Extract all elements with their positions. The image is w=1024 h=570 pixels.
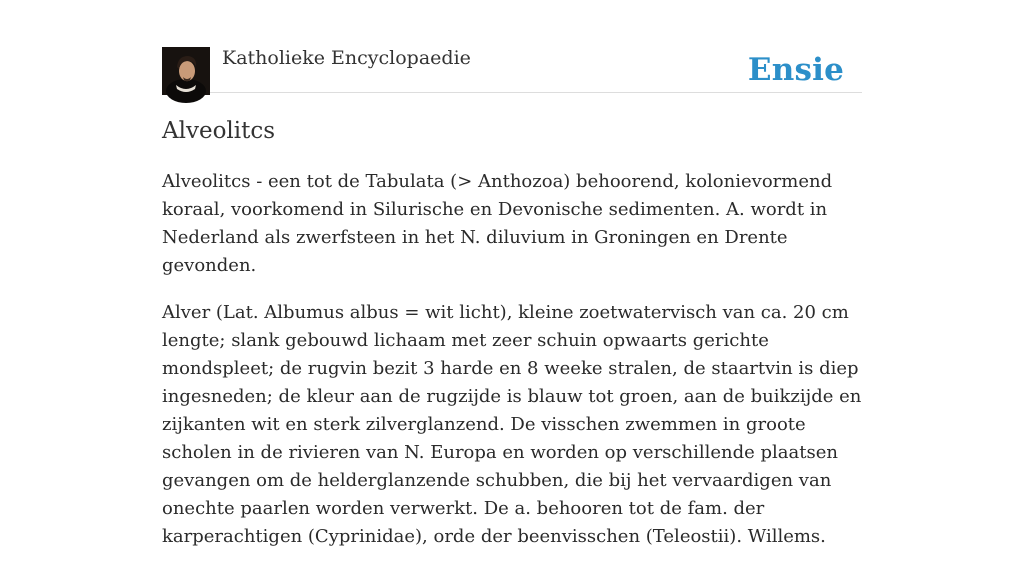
portrait-icon[interactable] bbox=[162, 47, 210, 95]
page-title: Alveolitcs bbox=[162, 118, 276, 144]
article-paragraph: Alveolitcs - een tot de Tabulata (> Anthozoa) behoorend, kolonievormend koraal, voorkomend in Silurische en Devonische sedimenten. A. wordt in Nederland als zwerfsteen in het N. diluvium in Groningen en Drente gevonden. bbox=[162, 171, 833, 276]
article-body bbox=[162, 168, 862, 570]
brand-logo[interactable]: Ensie bbox=[747, 52, 844, 88]
site-header bbox=[162, 0, 862, 93]
article-paragraph: Alver (Lat. Albumus albus = wit licht), kleine zoetwatervisch van ca. 20 cm lengte; slank gebouwd lichaam met zeer schuin opwaarts gerichte mondspleet; de rugvin bezit 3 harde en 8 weeke stralen, de staartvin is diep ingesneden; de kleur aan de rugzijde is blauw tot groen, aan de buikzijde en zijkanten wit en sterk zilverglanzend. De visschen zwemmen in groote scholen in de rivieren van N. Europa en worden op verschillende plaatsen gevangen om de helderglanzende schubben, die bij het vervaardigen van onechte paarlen worden verwerkt. De a. behooren tot de fam. der karperachtigen (Cyprinidae), orde der beenvisschen (Teleostii). Willems. bbox=[162, 302, 862, 547]
source-name[interactable]: Katholieke Encyclopaedie bbox=[222, 47, 471, 69]
page-container bbox=[162, 0, 862, 547]
